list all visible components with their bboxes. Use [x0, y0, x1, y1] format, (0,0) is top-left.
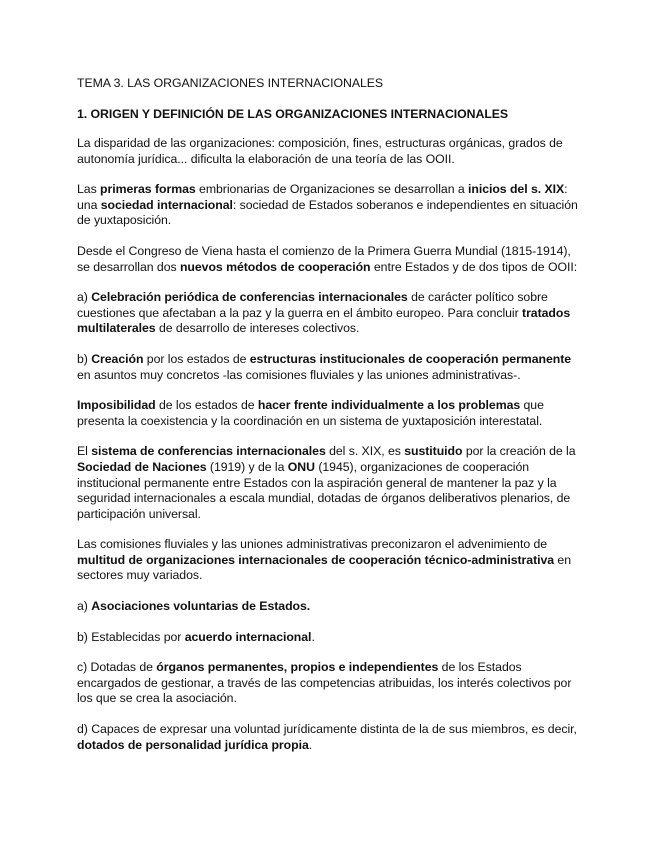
document-title: TEMA 3. LAS ORGANIZACIONES INTERNACIONALES [77, 76, 384, 90]
text-run: a) [77, 290, 92, 305]
bold-text: ONU [287, 459, 315, 474]
text-run: . [311, 629, 315, 644]
text-run: Las comisiones fluviales y las uniones administrativas preconizaron el advenimiento de [77, 537, 548, 552]
paragraph [77, 722, 587, 753]
text-run: Desde el Congreso de Viena hasta el comienzo de la Primera Guerra Mundial (1815-1914), se desarrollan dos [77, 243, 571, 274]
text-run: : sociedad de Estados soberanos e independientes en situación de yuxtaposición. [77, 197, 578, 228]
text-run: b) [77, 351, 92, 366]
bold-text: sustituido [404, 444, 463, 459]
document-body [77, 136, 587, 753]
paragraph [77, 352, 587, 383]
text-run: de los Estados encargados de gestionar, a través de las competencias atribuidas, los interés colectivos por los que se crea la asociación. [77, 660, 572, 706]
text-run: por los estados de [143, 351, 250, 366]
text-run: d) Capaces de expresar una voluntad jurídicamente distinta de la de sus miembros, es decir, [77, 722, 577, 737]
bold-text: estructuras institucionales de cooperación permanente [249, 351, 572, 366]
section-title: 1. ORIGEN Y DEFINICIÓN DE LAS ORGANIZACIONES INTERNACIONALES [77, 107, 509, 121]
text-run: b) Establecidas por [77, 629, 185, 644]
text-run: (1945), organizaciones de cooperación institucional permanente entre Estados con la aspiración general de mantener la paz y la seguridad internacionales a escala mundial, dotadas de órganos deliberativos plenarios, de participación universal. [77, 459, 571, 521]
paragraph [77, 599, 587, 615]
paragraph [77, 182, 587, 229]
bold-text: multitud de organizaciones internacionales de cooperación técnico-administrativa [77, 552, 555, 567]
text-run: por la creación de la [462, 444, 576, 459]
bold-text: nuevos métodos de cooperación [179, 259, 371, 274]
bold-text: sistema de conferencias internacionales [91, 444, 326, 459]
paragraph [77, 244, 587, 275]
paragraph [77, 290, 587, 337]
document-page [77, 75, 587, 768]
paragraph [77, 136, 587, 167]
text-run: de carácter político sobre cuestiones que afectaban a la paz y la guerra en el ámbito europeo. Para concluir [77, 290, 548, 320]
text-run: entre Estados y de dos tipos de OOII: [370, 259, 578, 274]
text-run: que presenta la coexistencia y la coordinación en un sistema de yuxtaposición interestatal. [77, 398, 544, 428]
text-run: (1919) y de la [206, 459, 288, 474]
text-run: embrionarias de Organizaciones se desarrollan a [195, 182, 468, 197]
bold-text: Celebración periódica de conferencias internacionales [91, 290, 408, 305]
bold-text: Asociaciones voluntarias de Estados. [91, 599, 311, 614]
bold-text: dotados de personalidad jurídica propia [77, 737, 309, 752]
bold-text: acuerdo internacional [184, 629, 312, 644]
bold-text: hacer frente individualmente a los problemas [257, 398, 521, 413]
bold-text: sociedad internacional [100, 197, 233, 212]
paragraph [77, 398, 587, 429]
text-run: . [308, 737, 313, 752]
text-run: c) Dotadas de [77, 660, 157, 675]
text-run: La disparidad de las organizaciones: composición, fines, estructuras orgánicas, grados de autonomía jurídica... dificulta la elaboración de una teoría de las OOII. [77, 136, 563, 166]
text-run: del s. XIX, es [325, 444, 405, 459]
paragraph [77, 444, 587, 522]
paragraph [77, 660, 587, 707]
paragraph [77, 537, 587, 584]
text-run: de los estados de [155, 398, 258, 413]
text-run: Las [77, 182, 101, 197]
text-run: en sectores muy variados. [77, 552, 572, 583]
bold-text: Creación [91, 351, 144, 366]
bold-text: primeras formas [100, 182, 196, 197]
text-run: en asuntos muy concretos -las comisiones fluviales y las uniones administrativas-. [77, 367, 521, 382]
bold-text: inicios del s. XIX [468, 182, 565, 197]
bold-text: Imposibilidad [77, 398, 156, 413]
text-run: : una [77, 182, 568, 212]
text-run: a) [77, 599, 92, 614]
bold-text: tratados multilaterales [77, 305, 571, 336]
text-run: de desarrollo de intereses colectivos. [155, 321, 360, 336]
bold-text: órganos permanentes, propios e independientes [156, 660, 439, 675]
text-run: El [77, 444, 92, 459]
bold-text: Sociedad de Naciones [77, 459, 207, 474]
paragraph [77, 630, 587, 646]
